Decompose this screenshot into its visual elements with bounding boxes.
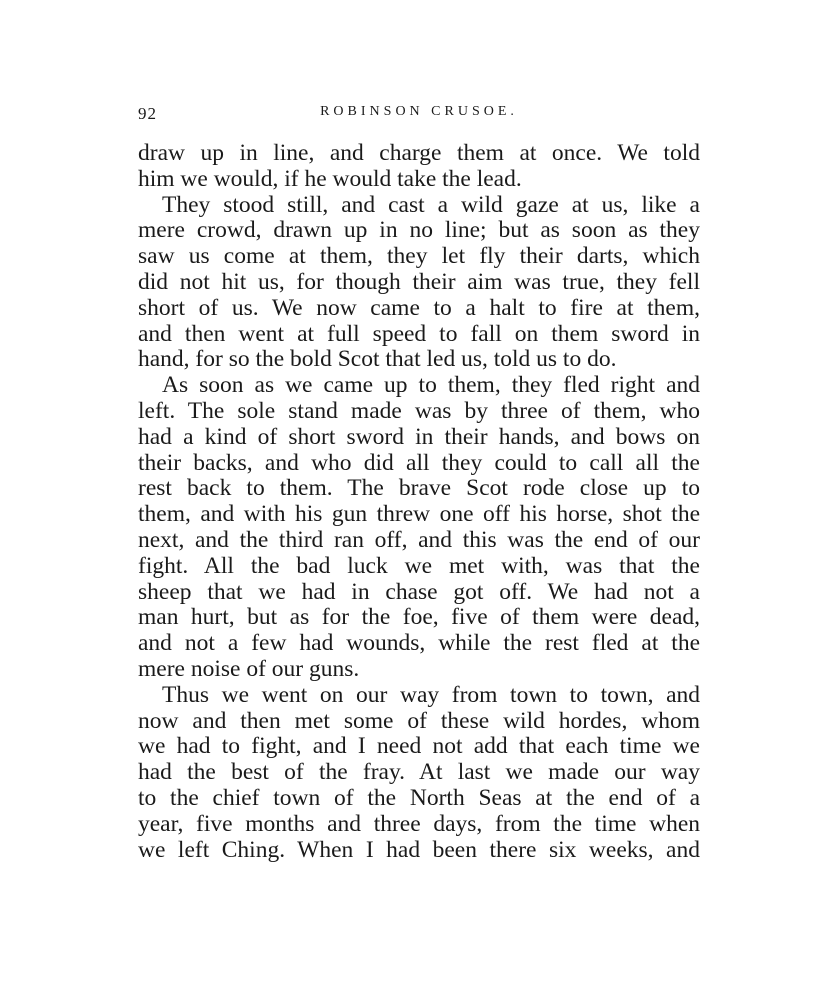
paragraph bbox=[138, 193, 700, 374]
text-line: They stood still, and cast a wild gaze at us, like a bbox=[162, 191, 700, 218]
text-line: left. The sole stand made was by three of them, who bbox=[138, 397, 700, 424]
text-line: did not hit us, for though their aim was true, they fell bbox=[138, 268, 700, 295]
page-number: 92 bbox=[138, 104, 157, 123]
text-line: rest back to them. The brave Scot rode close up to bbox=[138, 475, 700, 502]
text-line: them, and with his gun threw one off his horse, shot the bbox=[138, 501, 700, 528]
text-line: short of us. We now came to a halt to fire at them, bbox=[138, 294, 700, 321]
text-line: their backs, and who did all they could to call all the bbox=[138, 449, 700, 476]
text-line: As soon as we came up to them, they fled right and bbox=[162, 372, 700, 399]
paragraph bbox=[138, 141, 700, 193]
text-line: man hurt, but as for the foe, five of them were dead, bbox=[138, 604, 700, 631]
text-line: and not a few had wounds, while the rest fled at the bbox=[138, 630, 700, 657]
text-line: fight. All the bad luck we met with, was that the bbox=[138, 552, 700, 579]
text-line: mere noise of our guns. bbox=[138, 655, 360, 682]
text-line: sheep that we had in chase got off. We had not a bbox=[138, 578, 700, 605]
text-line: draw up in line, and charge them at once. We told bbox=[138, 140, 700, 166]
text-line: next, and the third ran off, and this was the end of our bbox=[138, 526, 700, 553]
text-line: Thus we went on our way from town to town, and bbox=[162, 681, 700, 708]
paragraph bbox=[138, 373, 700, 683]
text-line: hand, for so the bold Scot that led us, told us to do. bbox=[138, 346, 617, 373]
text-line: and then went at full speed to fall on them sword in bbox=[138, 320, 700, 347]
paragraph bbox=[138, 683, 700, 864]
text-line: had a kind of short sword in their hands, and bows on bbox=[138, 423, 700, 450]
text-line: we had to fight, and I need not add that each time we bbox=[138, 733, 700, 760]
text-line: saw us come at them, they let fly their darts, which bbox=[138, 243, 700, 270]
text-line: had the best of the fray. At last we made our way bbox=[138, 759, 700, 786]
running-header bbox=[138, 104, 700, 128]
text-line: now and then met some of these wild hordes, whom bbox=[138, 707, 700, 734]
body-text bbox=[138, 141, 700, 863]
text-line: to the chief town of the North Seas at the end of a bbox=[138, 784, 700, 811]
text-line: mere crowd, drawn up in no line; but as soon as they bbox=[138, 217, 700, 244]
text-line: year, five months and three days, from the time when bbox=[138, 810, 700, 837]
running-title: ROBINSON CRUSOE. bbox=[320, 104, 518, 119]
text-line: him we would, if he would take the lead. bbox=[138, 165, 522, 192]
text-line: we left Ching. When I had been there six weeks, and bbox=[138, 836, 700, 863]
